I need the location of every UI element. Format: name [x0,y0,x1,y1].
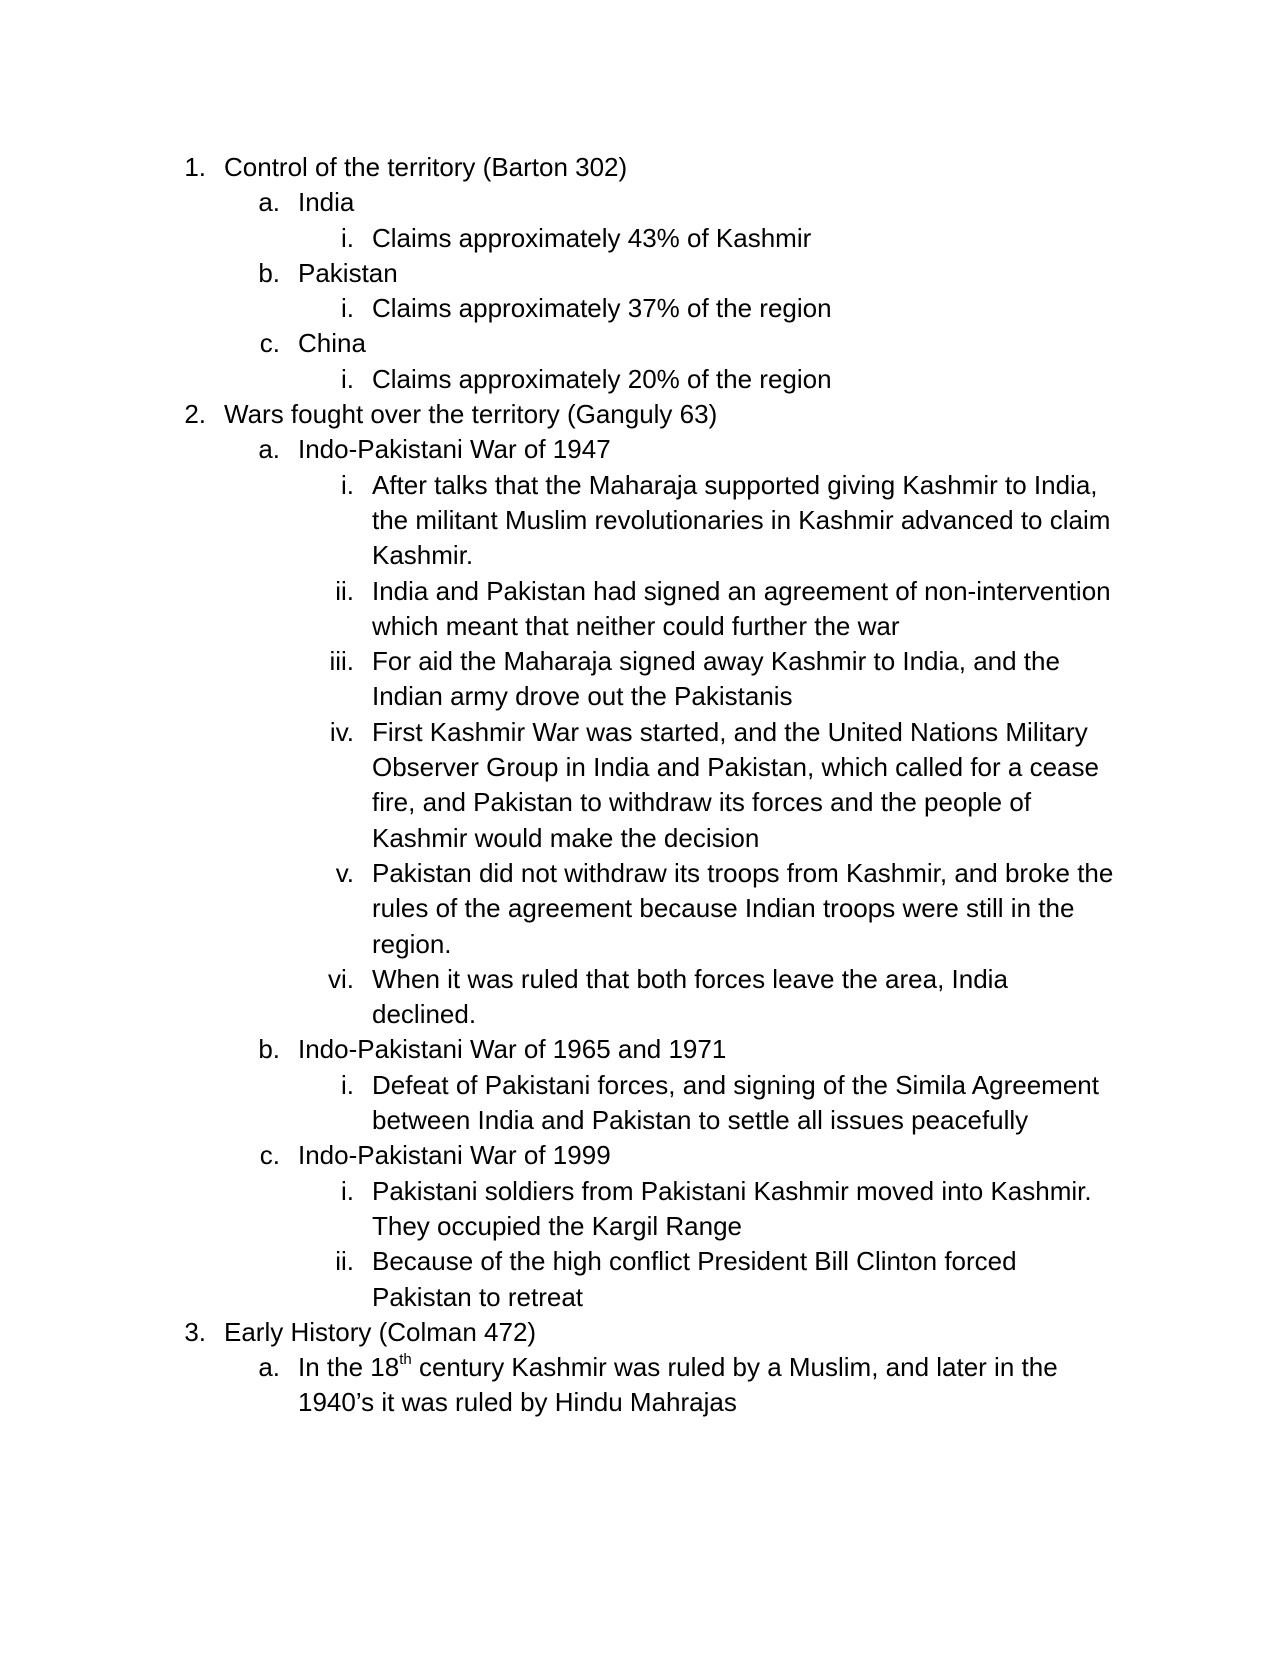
ordinal-superscript: th [399,1351,412,1369]
list-text: India [298,187,355,218]
list-text-before: In the 18 [298,1352,400,1383]
outline-item-2a-iii [0,644,1117,715]
list-marker: i. [341,222,354,253]
list-marker: 2. [184,399,206,430]
list-text: Indo-Pakistani War of 1999 [298,1140,611,1171]
list-text: Pakistani soldiers from Pakistani Kashmir moved into Kashmir. They occupied the Kargil Range [372,1175,1092,1241]
outline-item-1b [0,256,1098,291]
list-marker: 3. [184,1316,206,1347]
list-marker: v. [335,857,354,888]
outline-item-2 [0,397,1124,432]
list-text: Claims approximately 20% of the region [372,363,832,394]
list-text: Wars fought over the territory (Ganguly 63) [224,399,718,430]
list-text: Pakistan [298,257,398,288]
list-text: Claims approximately 43% of Kashmir [372,222,812,253]
list-marker: i. [341,469,354,500]
outline-item-1a [0,185,1098,220]
list-text: First Kashmir War was started, and the United Nations Military Observer Group in India and Pakistan, which called for a cease fire, and Pakistan to withdraw its forces and the people of Kashmir would make the decision [372,716,1099,853]
list-text: Control of the territory (Barton 302) [224,152,628,182]
outline-item-2a [0,432,1098,467]
list-text: Indo-Pakistani War of 1947 [298,434,611,465]
list-marker: i. [341,1175,354,1206]
list-marker: a. [258,434,280,465]
list-text: For aid the Maharaja signed away Kashmir to India, and the Indian army drove out the Pakistanis [372,646,1060,712]
outline-item-1a-i [0,221,1117,256]
outline-item-2b-i [0,1068,1117,1139]
list-text: When it was ruled that both forces leave the area, India declined. [372,963,1008,1030]
list-marker: c. [259,1140,280,1171]
list-text: After talks that the Maharaja supported giving Kashmir to India, the militant Muslim revolutionaries in Kashmir advanced to claim Kashmir. [372,469,1111,571]
outline-item-3 [0,1315,1124,1350]
list-marker: a. [258,187,280,218]
list-marker: ii. [335,575,354,606]
outline-item-2a-vi [0,962,1117,1033]
list-marker: vi. [328,963,354,994]
outline-item-2b [0,1032,1098,1067]
outline-item-2a-ii [0,574,1117,645]
list-marker: b. [258,257,280,288]
list-marker: b. [258,1034,280,1065]
list-text: Indo-Pakistani War of 1965 and 1971 [298,1034,727,1065]
list-marker: 1. [184,152,206,182]
outline-item-2a-v [0,856,1117,962]
list-marker: ii. [335,1246,354,1277]
outline-list [0,150,1280,1421]
list-marker: iv. [329,716,354,747]
list-marker: a. [258,1352,280,1383]
list-text: Early History (Colman 472) [224,1316,537,1347]
list-text-after: century Kashmir was ruled by a Muslim, and later in the 1940’s it was ruled by Hindu Mahrajas [298,1352,1058,1418]
list-text: Pakistan did not withdraw its troops from Kashmir, and broke the rules of the agreement because Indian troops were still in the region. [372,857,1114,959]
list-marker: iii. [329,646,354,677]
outline-item-2a-i [0,468,1117,574]
list-text: China [298,328,366,359]
list-marker: i. [341,363,354,394]
list-text: Because of the high conflict President Bill Clinton forced Pakistan to retreat [372,1246,1017,1312]
list-text: Defeat of Pakistani forces, and signing of the Simila Agreement between India and Pakistan to settle all issues peacefully [372,1069,1099,1136]
outline-item-1c-i [0,362,1117,397]
list-text: India and Pakistan had signed an agreement of non-intervention which meant that neither could further the war [372,575,1111,641]
outline-item-1b-i [0,291,1117,326]
outline-item-1c [0,326,1098,361]
list-marker: i. [341,1069,354,1100]
outline-item-2a-iv [0,715,1117,856]
outline-item-2c [0,1138,1098,1173]
outline-item-1 [0,150,1124,185]
outline-item-2c-i [0,1174,1117,1245]
list-text: Claims approximately 37% of the region [372,293,832,324]
list-text [298,1350,1098,1421]
outline-item-3a [0,1350,1098,1421]
outline-item-2c-ii [0,1244,1117,1315]
list-marker: i. [341,293,354,324]
list-marker: c. [259,328,280,359]
